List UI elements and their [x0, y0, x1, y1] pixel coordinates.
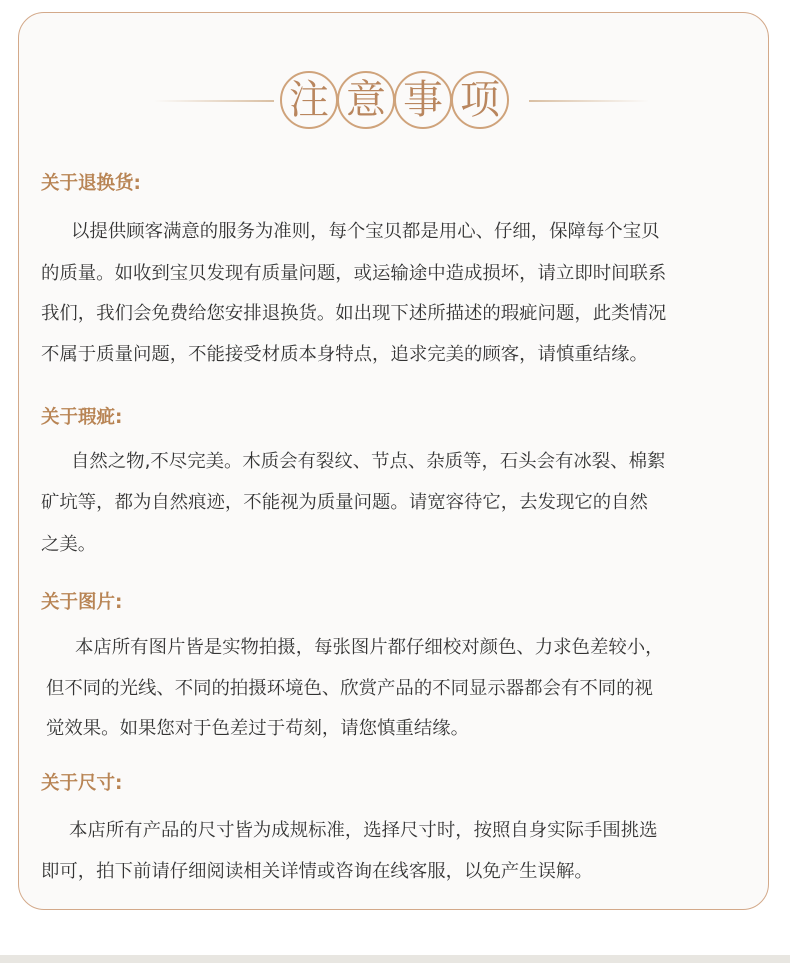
title-char-badge: 意 — [337, 71, 395, 129]
returns-text-line: 我们，我们会免费给您安排退换货。如出现下述所描述的瑕疵问题，此类情况 — [41, 303, 667, 324]
sizes-text-line: 本店所有产品的尺寸皆为成规标准，选择尺寸时，按照自身实际手围挑选 — [69, 820, 658, 841]
notice-card — [18, 12, 769, 910]
section-heading-pictures: 关于图片: — [41, 592, 123, 613]
returns-text-line: 不属于质量问题，不能接受材质本身特点，追求完美的顾客，请慎重结缘。 — [41, 344, 648, 365]
title-banner — [19, 69, 770, 135]
title-divider-left — [154, 100, 274, 102]
title-char-badge: 事 — [394, 71, 452, 129]
section-heading-sizes: 关于尺寸: — [41, 773, 123, 794]
flaws-text-line: 之美。 — [41, 534, 97, 555]
section-heading-returns: 关于退换货: — [41, 173, 141, 194]
title-char-badge: 注 — [280, 71, 338, 129]
returns-text-line: 的质量。如收到宝贝发现有质量问题，或运输途中造成损坏，请立即时间联系 — [41, 263, 667, 284]
returns-text-line: 以提供顾客满意的服务为准则，每个宝贝都是用心、仔细，保障每个宝贝 — [71, 221, 660, 242]
flaws-text-line: 自然之物,不尽完美。木质会有裂纹、节点、杂质等，石头会有冰裂、棉絮 — [71, 451, 666, 472]
pictures-text-line: 本店所有图片皆是实物拍摄，每张图片都仔细校对颜色、力求色差较小， — [75, 637, 664, 658]
pictures-text-line: 但不同的光线、不同的拍摄环境色、欣赏产品的不同显示器都会有不同的视 — [46, 678, 653, 699]
flaws-text-line: 矿坑等，都为自然痕迹，不能视为质量问题。请宽容待它，去发现它的自然 — [41, 492, 648, 513]
section-heading-flaws: 关于瑕疵: — [41, 407, 123, 428]
pictures-text-line: 觉效果。如果您对于色差过于苟刻，请您慎重结缘。 — [46, 718, 469, 739]
title-char-badge: 项 — [451, 71, 509, 129]
page-title — [280, 69, 510, 135]
sizes-text-line: 即可，拍下前请仔细阅读相关详情或咨询在线客服，以免产生误解。 — [41, 861, 593, 882]
bottom-divider-bar — [0, 955, 790, 963]
title-divider-right — [529, 100, 649, 102]
